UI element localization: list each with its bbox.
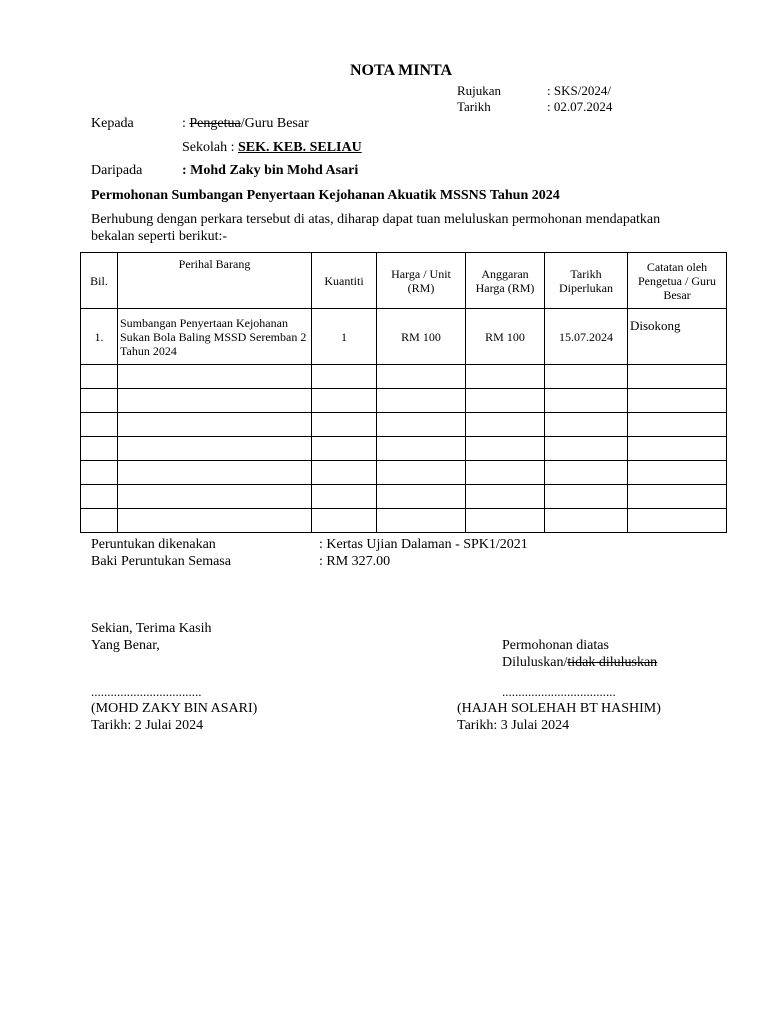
baki-label: Baki Peruntukan Semasa <box>91 554 231 569</box>
table-row-empty <box>81 485 727 509</box>
baki-value: : RM 327.00 <box>319 554 391 569</box>
sekolah-value: SEK. KEB. SELIAU <box>238 140 362 155</box>
cell-perihal: Sumbangan Penyertaan Kejohanan Sukan Bola Baling MSSD Seremban 2 Tahun 2024 <box>118 309 312 365</box>
sekolah-line: Sekolah : SEK. KEB. SELIAU <box>182 140 362 155</box>
header-catatan: Catatan oleh Pengetua / Guru Besar <box>628 253 727 309</box>
header-kuantiti: Kuantiti <box>312 253 377 309</box>
header-tarikh: Tarikh Diperlukan <box>545 253 628 309</box>
table-header-row <box>81 253 727 309</box>
kepada-struck: Pengetua <box>189 116 241 131</box>
kepada-value: : Pengetua/Guru Besar <box>182 116 309 131</box>
approval-status <box>502 655 657 671</box>
document-title: NOTA MINTA <box>349 62 453 79</box>
approved-text: Diluluskan/ <box>502 655 568 670</box>
table-row-empty <box>81 461 727 485</box>
cell-bil: 1. <box>81 309 118 365</box>
header-bil: Bil. <box>81 253 118 309</box>
daripada-label: Daripada <box>91 163 143 178</box>
request-table <box>80 252 727 533</box>
peruntukan-label: Peruntukan dikenakan <box>91 537 216 552</box>
header-anggaran: Anggaran Harga (RM) <box>466 253 545 309</box>
closing-yang-benar: Yang Benar, <box>91 638 160 653</box>
cell-harga-unit: RM 100 <box>377 309 466 365</box>
cell-tarikh: 15.07.2024 <box>545 309 628 365</box>
cell-kuantiti: 1 <box>312 309 377 365</box>
kepada-label: Kepada <box>91 116 134 131</box>
table-row-empty <box>81 365 727 389</box>
header-harga-unit: Harga / Unit (RM) <box>377 253 466 309</box>
rujukan-label: Rujukan <box>457 83 502 98</box>
not-approved-text: tidak diluluskan <box>567 655 658 670</box>
rujukan-value: : SKS/2024/ <box>547 83 611 98</box>
signature-line-right: ................................... <box>502 684 616 699</box>
cell-catatan: Disokong <box>628 309 727 365</box>
header-perihal: Perihal Barang <box>118 253 312 309</box>
signatory-date-left: Tarikh: 2 Julai 2024 <box>91 718 204 733</box>
tarikh-label: Tarikh <box>457 99 491 114</box>
signature-line-left: .................................. <box>91 684 202 699</box>
table-row-empty <box>81 389 727 413</box>
approval-line: Permohonan diatas <box>502 638 609 653</box>
body-paragraph: Berhubung dengan perkara tersebut di atas, diharap dapat tuan meluluskan permohonan mendapatkan bekalan seperti berikut:- <box>91 212 661 244</box>
table-row-empty <box>81 437 727 461</box>
signatory-name-right: (HAJAH SOLEHAH BT HASHIM) <box>457 701 661 716</box>
peruntukan-value: : Kertas Ujian Dalaman - SPK1/2021 <box>319 537 528 552</box>
tarikh-value: : 02.07.2024 <box>547 99 613 114</box>
cell-anggaran: RM 100 <box>466 309 545 365</box>
table-row-empty <box>81 413 727 437</box>
subject-line: Permohonan Sumbangan Penyertaan Kejohanan Akuatik MSSNS Tahun 2024 <box>91 188 560 203</box>
table-row-empty <box>81 509 727 533</box>
table-row <box>81 309 727 365</box>
daripada-value: : Mohd Zaky bin Mohd Asari <box>182 163 359 178</box>
closing-sekian: Sekian, Terima Kasih <box>91 621 212 636</box>
signatory-name-left: (MOHD ZAKY BIN ASARI) <box>91 701 258 716</box>
signatory-date-right: Tarikh: 3 Julai 2024 <box>457 718 570 733</box>
